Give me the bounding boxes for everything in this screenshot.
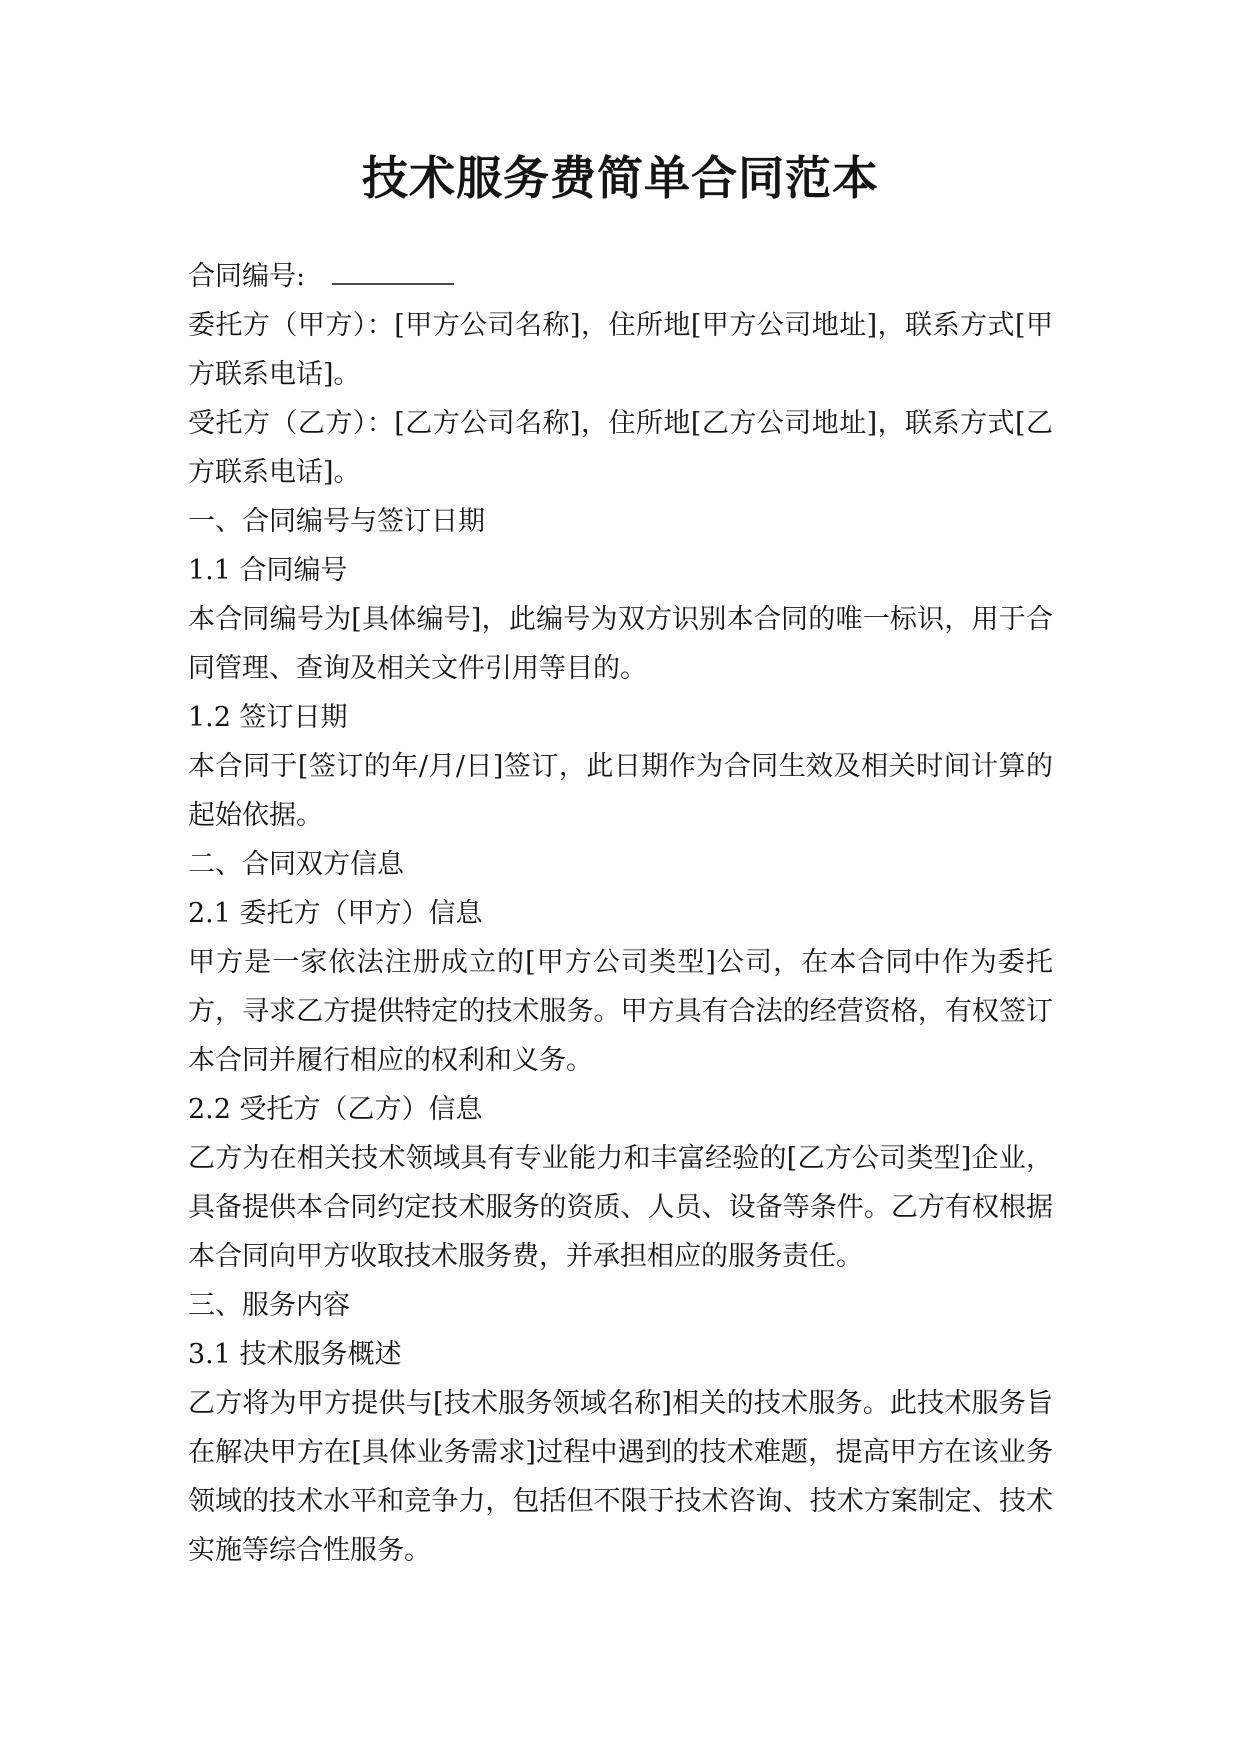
section-1-2-body: 本合同于[签订的年/月/日]签订，此日期作为合同生效及相关时间计算的起始依据。 [188,751,1053,831]
contract-number-line [188,252,1053,301]
section-1-2-heading: 1.2 签订日期 [188,702,348,733]
section-1-1-heading: 1.1 合同编号 [188,555,348,586]
document-lines [188,252,1053,1575]
section-3-1-heading: 3.1 技术服务概述 [188,1339,402,1370]
party-b-info: 受托方（乙方）：[乙方公司名称]，住所地[乙方公司地址]，联系方式[乙方联系电话]。 [188,408,1053,488]
section-2-2-heading: 2.2 受托方（乙方）信息 [188,1094,483,1125]
page-title: 技术服务费简单合同范本 [362,151,879,205]
contract-number-label: 合同编号: [188,261,306,292]
contract-number-blank [332,257,454,285]
section-2-1-heading: 2.1 委托方（甲方）信息 [188,898,483,929]
section-2-heading: 二、合同双方信息 [188,849,404,880]
section-3-1-body: 乙方将为甲方提供与[技术服务领域名称]相关的技术服务。此技术服务旨在解决甲方在[具体业务需求]过程中遇到的技术难题，提高甲方在该业务领域的技术水平和竞争力，包括但不限于技术咨询、技术方案制定、技术实施等综合性服务。 [188,1388,1053,1566]
party-a-info: 委托方（甲方）：[甲方公司名称]，住所地[甲方公司地址]，联系方式[甲方联系电话]。 [188,310,1053,390]
section-2-1-body: 甲方是一家依法注册成立的[甲方公司类型]公司，在本合同中作为委托方，寻求乙方提供特定的技术服务。甲方具有合法的经营资格，有权签订本合同并履行相应的权利和义务。 [188,947,1053,1076]
section-1-1-body: 本合同编号为[具体编号]，此编号为双方识别本合同的唯一标识，用于合同管理、查询及相关文件引用等目的。 [188,604,1053,684]
section-2-2-body: 乙方为在相关技术领域具有专业能力和丰富经验的[乙方公司类型]企业，具备提供本合同约定技术服务的资质、人员、设备等条件。乙方有权根据本合同向甲方收取技术服务费，并承担相应的服务责任。 [188,1143,1053,1272]
section-3-heading: 三、服务内容 [188,1290,350,1321]
section-1-heading: 一、合同编号与签订日期 [188,506,485,537]
